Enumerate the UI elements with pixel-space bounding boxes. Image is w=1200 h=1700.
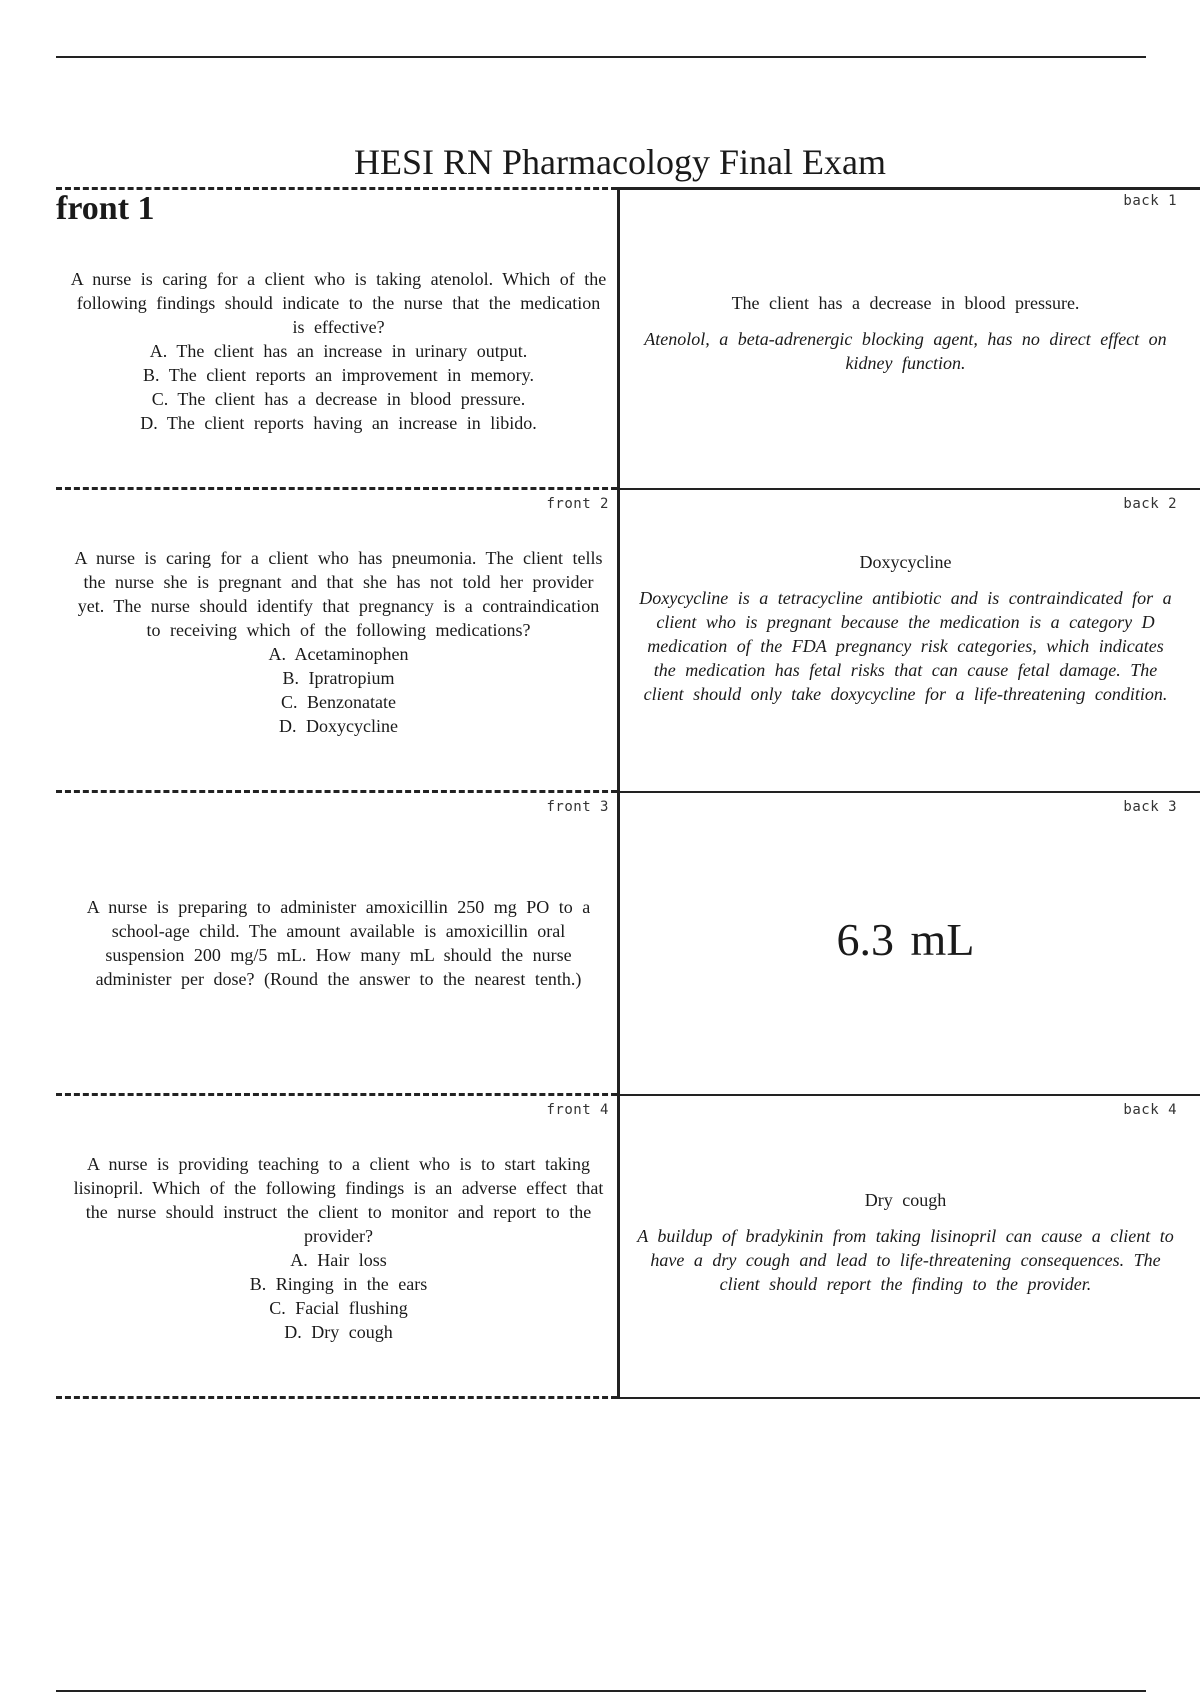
question-text: A nurse is caring for a client who has pneumonia. The client tells the nurse she is pregnant and that she has not told her provider yet. The nurse should identify that pregnancy is a contraindication to receiving which of the following medications? — [74, 548, 603, 640]
card-back — [620, 1096, 1177, 1399]
option-b: B. The client reports an improvement in memory. — [143, 365, 534, 385]
card-front — [56, 187, 617, 490]
card-back — [620, 490, 1177, 793]
flashcard-grid — [56, 187, 1177, 1399]
question-text: A nurse is providing teaching to a client who is to start taking lisinopril. Which of the following findings is an adverse effect that the nurse should instruct the client to monitor and report to the provider? — [73, 1154, 604, 1246]
option-b: B. Ringing in the ears — [249, 1274, 428, 1294]
header-rule — [56, 56, 1146, 58]
rationale-text: Doxycycline is a tetracycline antibiotic and is contraindicated for a client who is pregnant because the medication is a category D medication of the FDA pregnancy risk categories, which indicates the medication has fetal risks that can cause fetal damage. The client should only take doxycycline for a life-threatening condition. — [639, 588, 1172, 704]
footer-rule — [56, 1690, 1146, 1692]
option-d: D. The client reports having an increase in libido. — [140, 413, 537, 433]
card-back-label: back 2 — [1123, 496, 1177, 512]
card-front — [56, 490, 617, 793]
card-front-label: front 4 — [546, 1102, 609, 1118]
answer-text: Doxycycline — [859, 552, 952, 572]
option-c: C. The client has a decrease in blood pressure. — [151, 389, 526, 409]
page-title: HESI RN Pharmacology Final Exam — [354, 142, 886, 182]
answer-text: 6.3 mL — [836, 914, 975, 965]
option-a: A. Acetaminophen — [268, 644, 409, 664]
question-text: A nurse is caring for a client who is taking atenolol. Which of the following findings should indicate to the nurse that the medication is effective? — [70, 269, 607, 337]
card-divider — [617, 187, 620, 1399]
card-back-label: back 4 — [1123, 1102, 1177, 1118]
option-a: A. The client has an increase in urinary output. — [149, 341, 528, 361]
card-back-label: back 1 — [1123, 193, 1177, 209]
card-front-label: front 3 — [546, 799, 609, 815]
option-c: C. Facial flushing — [269, 1298, 408, 1318]
rationale-text: Atenolol, a beta-adrenergic blocking agent, has no direct effect on kidney function. — [644, 329, 1167, 373]
card-back — [620, 793, 1177, 1096]
option-d: D. Doxycycline — [279, 716, 398, 736]
card-back — [620, 187, 1177, 490]
option-d: D. Dry cough — [284, 1322, 393, 1342]
option-c: C. Benzonatate — [281, 692, 396, 712]
card-front-label: front 2 — [546, 496, 609, 512]
question-text: A nurse is preparing to administer amoxicillin 250 mg PO to a school-age child. The amount available is amoxicillin oral suspension 200 mg/5 mL. How many mL should the nurse administer per dose? (Round the answer to the nearest tenth.) — [86, 897, 591, 989]
answer-text: Dry cough — [864, 1190, 947, 1210]
option-b: B. Ipratropium — [282, 668, 395, 688]
answer-text: The client has a decrease in blood pressure. — [731, 293, 1080, 313]
card-back-label: back 3 — [1123, 799, 1177, 815]
card-front — [56, 793, 617, 1096]
rationale-text: A buildup of bradykinin from taking lisinopril can cause a client to have a dry cough and lead to life-threatening consequences. The client should report the finding to the provider. — [637, 1226, 1174, 1294]
option-a: A. Hair loss — [290, 1250, 387, 1270]
card-front-label: front 1 — [56, 190, 155, 227]
card-front — [56, 1096, 617, 1399]
